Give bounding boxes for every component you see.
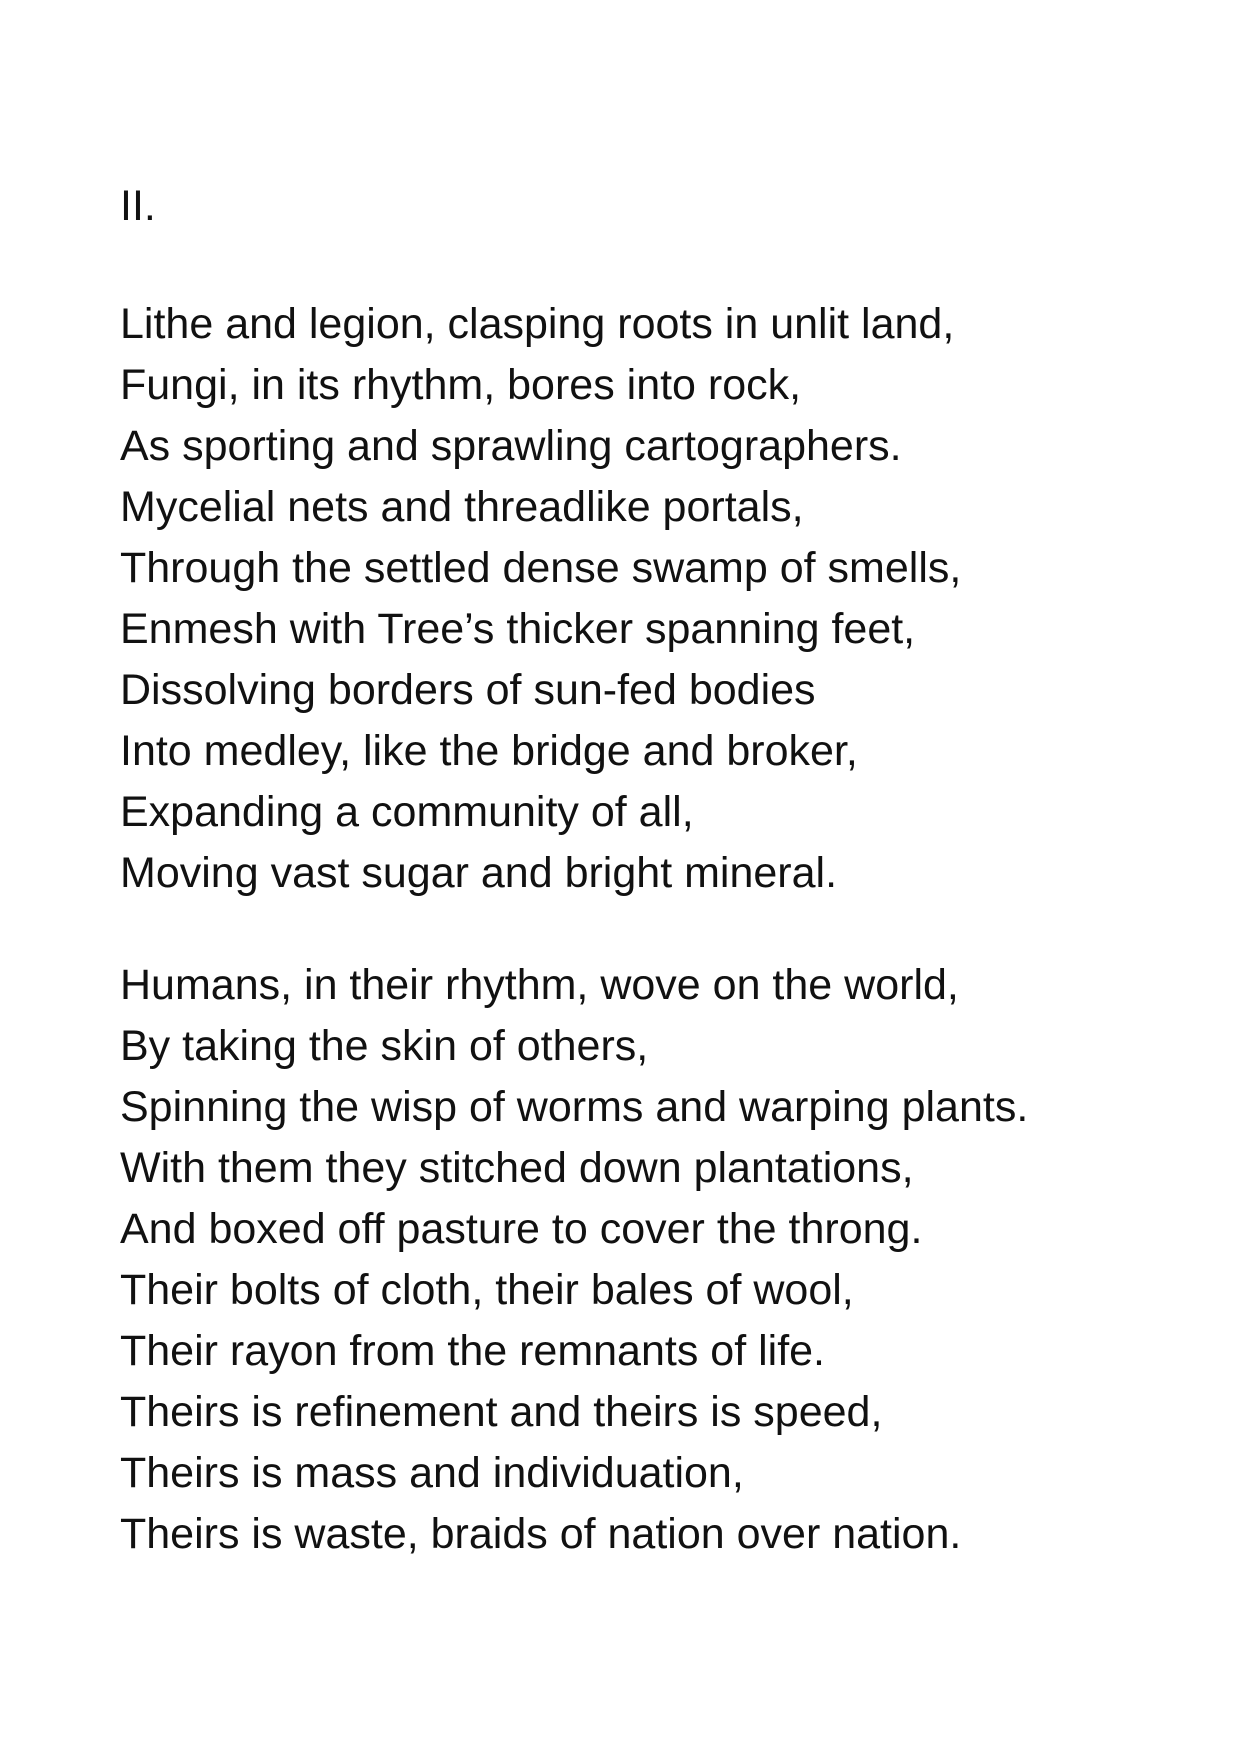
poem-line: Lithe and legion, clasping roots in unlit land,: [120, 300, 955, 348]
poem-line: Their rayon from the remnants of life.: [120, 1327, 826, 1375]
poem-line: Theirs is refinement and theirs is speed,: [120, 1388, 883, 1436]
poem-line: Dissolving borders of sun-fed bodies: [120, 666, 816, 714]
poem-line: Fungi, in its rhythm, bores into rock,: [120, 361, 802, 409]
stanza-2: [120, 955, 1200, 1565]
poem-line: Through the settled dense swamp of smells,: [120, 544, 962, 592]
poem-line: Spinning the wisp of worms and warping plants.: [120, 1083, 1029, 1131]
poem-line: And boxed off pasture to cover the throng.: [120, 1205, 923, 1253]
poem-line: With them they stitched down plantations,: [120, 1144, 914, 1192]
poem-line: Theirs is waste, braids of nation over nation.: [120, 1510, 962, 1558]
poem-line: Mycelial nets and threadlike portals,: [120, 483, 804, 531]
stanza-1: [120, 294, 1200, 904]
poem-line: As sporting and sprawling cartographers.: [120, 422, 902, 470]
poem-line: By taking the skin of others,: [120, 1022, 649, 1070]
poem-line: Moving vast sugar and bright mineral.: [120, 849, 838, 897]
poem-line: Enmesh with Tree’s thicker spanning feet,: [120, 605, 916, 653]
poem-line: Humans, in their rhythm, wove on the world,: [120, 961, 959, 1009]
poem-line: Theirs is mass and individuation,: [120, 1449, 744, 1497]
section-number: II.: [120, 182, 156, 230]
poem-line: Their bolts of cloth, their bales of wool,: [120, 1266, 854, 1314]
poem-line: Expanding a community of all,: [120, 788, 694, 836]
poem-line: Into medley, like the bridge and broker,: [120, 727, 858, 775]
